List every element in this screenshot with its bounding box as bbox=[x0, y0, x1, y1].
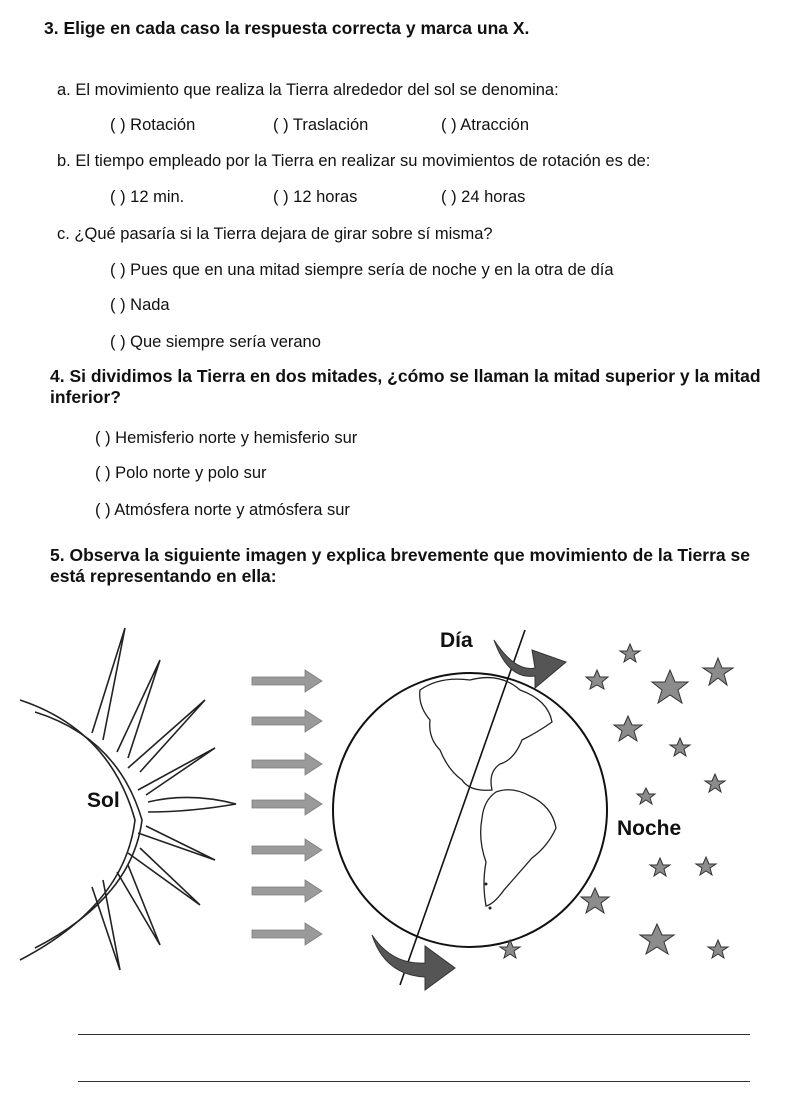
earth-globe-icon bbox=[333, 630, 607, 985]
star-icon bbox=[708, 940, 728, 958]
star-icon bbox=[696, 857, 716, 875]
option-3c-nada[interactable]: ( ) Nada bbox=[110, 296, 170, 314]
star-icon bbox=[620, 644, 640, 662]
star-icon bbox=[637, 788, 655, 804]
option-3a-rotacion[interactable]: ( ) Rotación bbox=[110, 116, 196, 134]
star-icon bbox=[650, 858, 670, 876]
question-4-title: 4. Si dividimos la Tierra en dos mitades, ¿cómo se llaman la mitad superior y la mitad inferior? bbox=[50, 366, 761, 407]
sun-icon bbox=[20, 628, 236, 970]
label-sol: Sol bbox=[87, 789, 120, 812]
option-3a-atraccion[interactable]: ( ) Atracción bbox=[441, 116, 530, 134]
star-icon bbox=[670, 738, 690, 756]
option-4-polos[interactable]: ( ) Polo norte y polo sur bbox=[95, 464, 267, 482]
question-3c-stem: c. ¿Qué pasaría si la Tierra dejara de girar sobre sí misma? bbox=[57, 225, 493, 243]
star-icon bbox=[703, 658, 733, 685]
option-4-hemisferios[interactable]: ( ) Hemisferio norte y hemisferio sur bbox=[95, 429, 358, 447]
star-icon bbox=[581, 888, 609, 913]
answer-line-1[interactable] bbox=[78, 1034, 750, 1035]
answer-line-2[interactable] bbox=[78, 1081, 750, 1082]
option-4-atmosfera[interactable]: ( ) Atmósfera norte y atmósfera sur bbox=[95, 501, 350, 519]
star-icon bbox=[586, 670, 608, 689]
question-3a-stem: a. El movimiento que realiza la Tierra alrededor del sol se denomina: bbox=[57, 81, 559, 99]
option-3b-12horas[interactable]: ( ) 12 horas bbox=[273, 188, 358, 206]
question-5-title: 5. Observa la siguiente imagen y explica brevemente que movimiento de la Tierra se está representando en ella: bbox=[50, 545, 750, 586]
earth-rotation-figure bbox=[0, 600, 806, 1000]
option-3b-24horas[interactable]: ( ) 24 horas bbox=[441, 188, 526, 206]
label-dia: Día bbox=[440, 629, 473, 652]
label-noche: Noche bbox=[617, 817, 682, 840]
question-3-title: 3. Elige en cada caso la respuesta correcta y marca una X. bbox=[44, 18, 530, 38]
sunlight-arrows bbox=[252, 670, 322, 945]
option-3a-traslacion[interactable]: ( ) Traslación bbox=[273, 116, 369, 134]
star-icon bbox=[652, 670, 688, 703]
star-icon bbox=[705, 774, 725, 792]
question-3b-stem: b. El tiempo empleado por la Tierra en realizar su movimientos de rotación es de: bbox=[57, 152, 651, 170]
option-3c-verano[interactable]: ( ) Que siempre sería verano bbox=[110, 333, 321, 351]
star-icon bbox=[614, 716, 642, 741]
option-3b-12min[interactable]: ( ) 12 min. bbox=[110, 188, 185, 206]
star-icon bbox=[640, 924, 674, 954]
option-3c-mitad-noche[interactable]: ( ) Pues que en una mitad siempre sería de noche y en la otra de día bbox=[110, 261, 614, 279]
